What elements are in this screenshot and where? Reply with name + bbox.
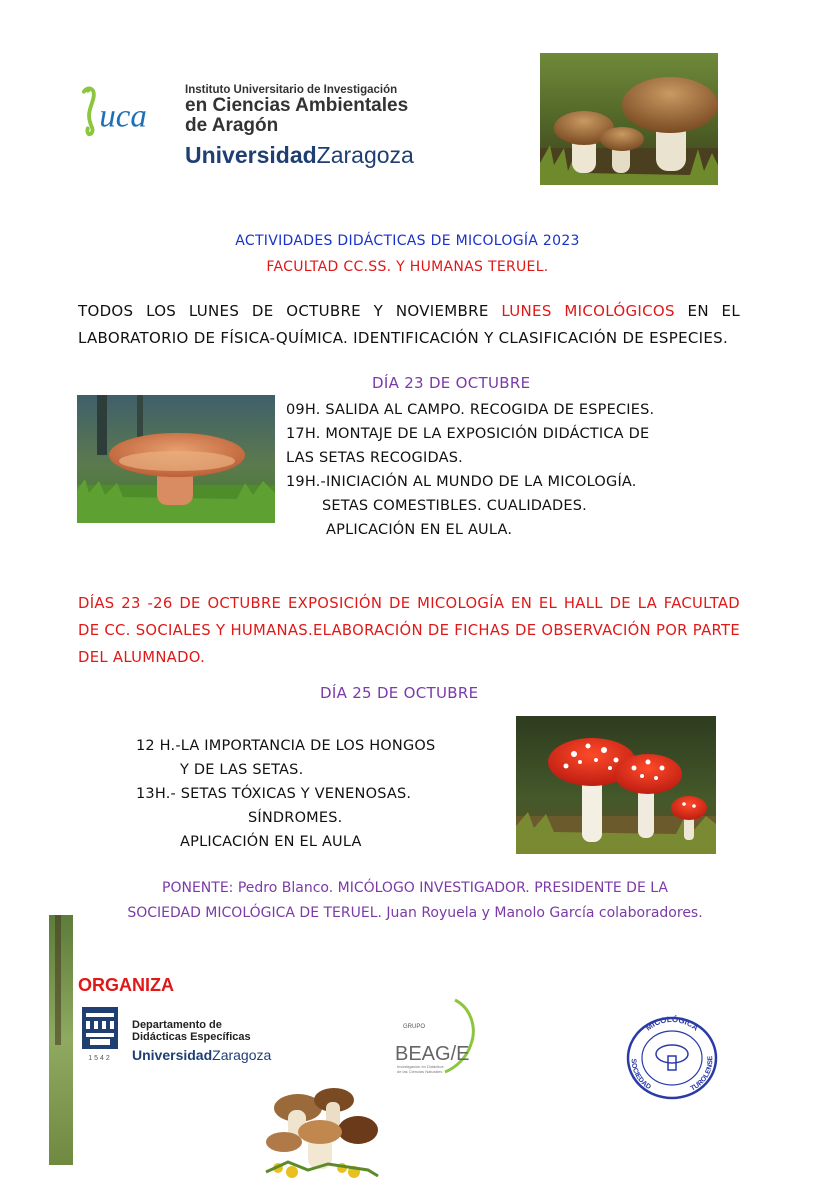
- institute-line-3: de Aragón: [185, 115, 279, 136]
- day2-heading: DÍA 25 DE OCTUBRE: [320, 684, 479, 702]
- department-line-1: Departamento de: [132, 1019, 222, 1031]
- lactarius-photo: [77, 395, 275, 523]
- exhibition-paragraph: DÍAS 23 -26 DE OCTUBRE EXPOSICIÓN DE MICOLOGÍA EN EL HALL DE LA FACULTAD DE CC. SOCIALES Y HUMANAS.ELABORACIÓN DE FICHAS DE OBSERVACIÓN POR PARTE DEL ALUMNADO.: [78, 595, 740, 666]
- iuca-logo: [78, 82, 414, 168]
- crest-year: 1542: [88, 1055, 112, 1062]
- svg-text:uca: uca: [99, 98, 147, 135]
- department-name: [132, 1019, 271, 1063]
- amanita-photo: [516, 716, 716, 854]
- beagle-sub-2: de las Ciencias Naturales: [397, 1069, 443, 1074]
- intro-part-2: EN EL LABORATORIO DE FÍSICA-QUÍMICA. IDENTIFICACIÓN Y CLASIFICACIÓN DE ESPECIES.: [78, 302, 740, 347]
- university-name: UniversidadZaragoza: [185, 142, 414, 168]
- beagle-logo-icon: [385, 998, 495, 1078]
- amanita-photo-image: [516, 716, 716, 854]
- intro-part-1: TODOS LOS LUNES DE OCTUBRE Y NOVIEMBRE: [78, 302, 502, 320]
- organizer-title: ORGANIZA: [78, 975, 174, 995]
- title-line-2: FACULTAD CC.SS. Y HUMANAS TERUEL.: [266, 259, 549, 275]
- department-line-2: Didácticas Específicas: [132, 1031, 251, 1043]
- day2-line-3: 13H.- SETAS TÓXICAS Y VENENOSAS.: [136, 786, 412, 802]
- iuca-mark-icon: [78, 82, 170, 142]
- beagle-sub-1: Investigación en Didáctica: [397, 1064, 444, 1069]
- society-seal-stamp: [624, 1014, 720, 1102]
- intro-highlight: LUNES MICOLÓGICOS: [501, 302, 675, 320]
- beagle-group-label: GRUPO: [403, 1024, 426, 1030]
- day1-line-1: 09H. SALIDA AL CAMPO. RECOGIDA DE ESPECIES.: [286, 402, 655, 418]
- day1-schedule: [286, 398, 654, 542]
- institute-line-2: en Ciencias Ambientales: [185, 95, 409, 116]
- speaker-line-2: SOCIEDAD MICOLÓGICA DE TERUEL. Juan Royuela y Manolo García colaboradores.: [127, 905, 703, 921]
- day2-line-4: SÍNDROMES.: [248, 810, 343, 826]
- society-seal: [624, 1014, 720, 1102]
- intro-paragraph: [78, 298, 740, 352]
- day2-schedule: [136, 734, 435, 854]
- mushrooms-basket-photo: [258, 1080, 388, 1180]
- day1-line-2: 17H. MONTAJE DE LA EXPOSICIÓN DIDÁCTICA DE: [286, 426, 650, 442]
- lactarius-photo-image: [77, 395, 275, 523]
- boletus-photo-image: [540, 53, 718, 185]
- forest-strip-image: [49, 915, 73, 1165]
- boletus-photo: [540, 53, 718, 185]
- seal-left-text: SOCIEDAD: [629, 1058, 652, 1092]
- institute-name: [185, 84, 414, 169]
- uz-crest-icon: [80, 1005, 120, 1063]
- day2-line-5: APLICACIÓN EN EL AULA: [180, 834, 362, 850]
- seal-top-text: MICOLÓGICA: [643, 1014, 701, 1033]
- institute-line-1: Instituto Universitario de Investigación: [185, 84, 398, 96]
- mushrooms-basket-image: [258, 1080, 388, 1180]
- beagle-logo: [385, 998, 495, 1078]
- day1-line-5: SETAS COMESTIBLES. CUALIDADES.: [322, 498, 587, 514]
- day1-line-3: LAS SETAS RECOGIDAS.: [286, 450, 463, 466]
- speaker-block: [90, 876, 740, 926]
- title-line-1: ACTIVIDADES DIDÁCTICAS DE MICOLOGÍA 2023: [235, 233, 580, 249]
- department-university: UniversidadZaragoza: [132, 1047, 272, 1063]
- day1-line-6: APLICACIÓN EN EL AULA.: [326, 522, 513, 538]
- day1-heading: DÍA 23 DE OCTUBRE: [372, 374, 531, 392]
- beagle-name-label: BEAG/E: [395, 1043, 470, 1065]
- forest-strip-photo: [49, 915, 73, 1165]
- day2-line-2: Y DE LAS SETAS.: [180, 762, 304, 778]
- day2-line-1: 12 H.-LA IMPORTANCIA DE LOS HONGOS: [136, 738, 436, 754]
- department-logo: [80, 1005, 280, 1065]
- day1-line-4: 19H.-INICIACIÓN AL MUNDO DE LA MICOLOGÍA.: [286, 474, 637, 490]
- speaker-line-1: PONENTE: Pedro Blanco. MICÓLOGO INVESTIGADOR. PRESIDENTE DE LA: [162, 880, 668, 896]
- seal-right-text: TUROLENSE: [689, 1055, 715, 1093]
